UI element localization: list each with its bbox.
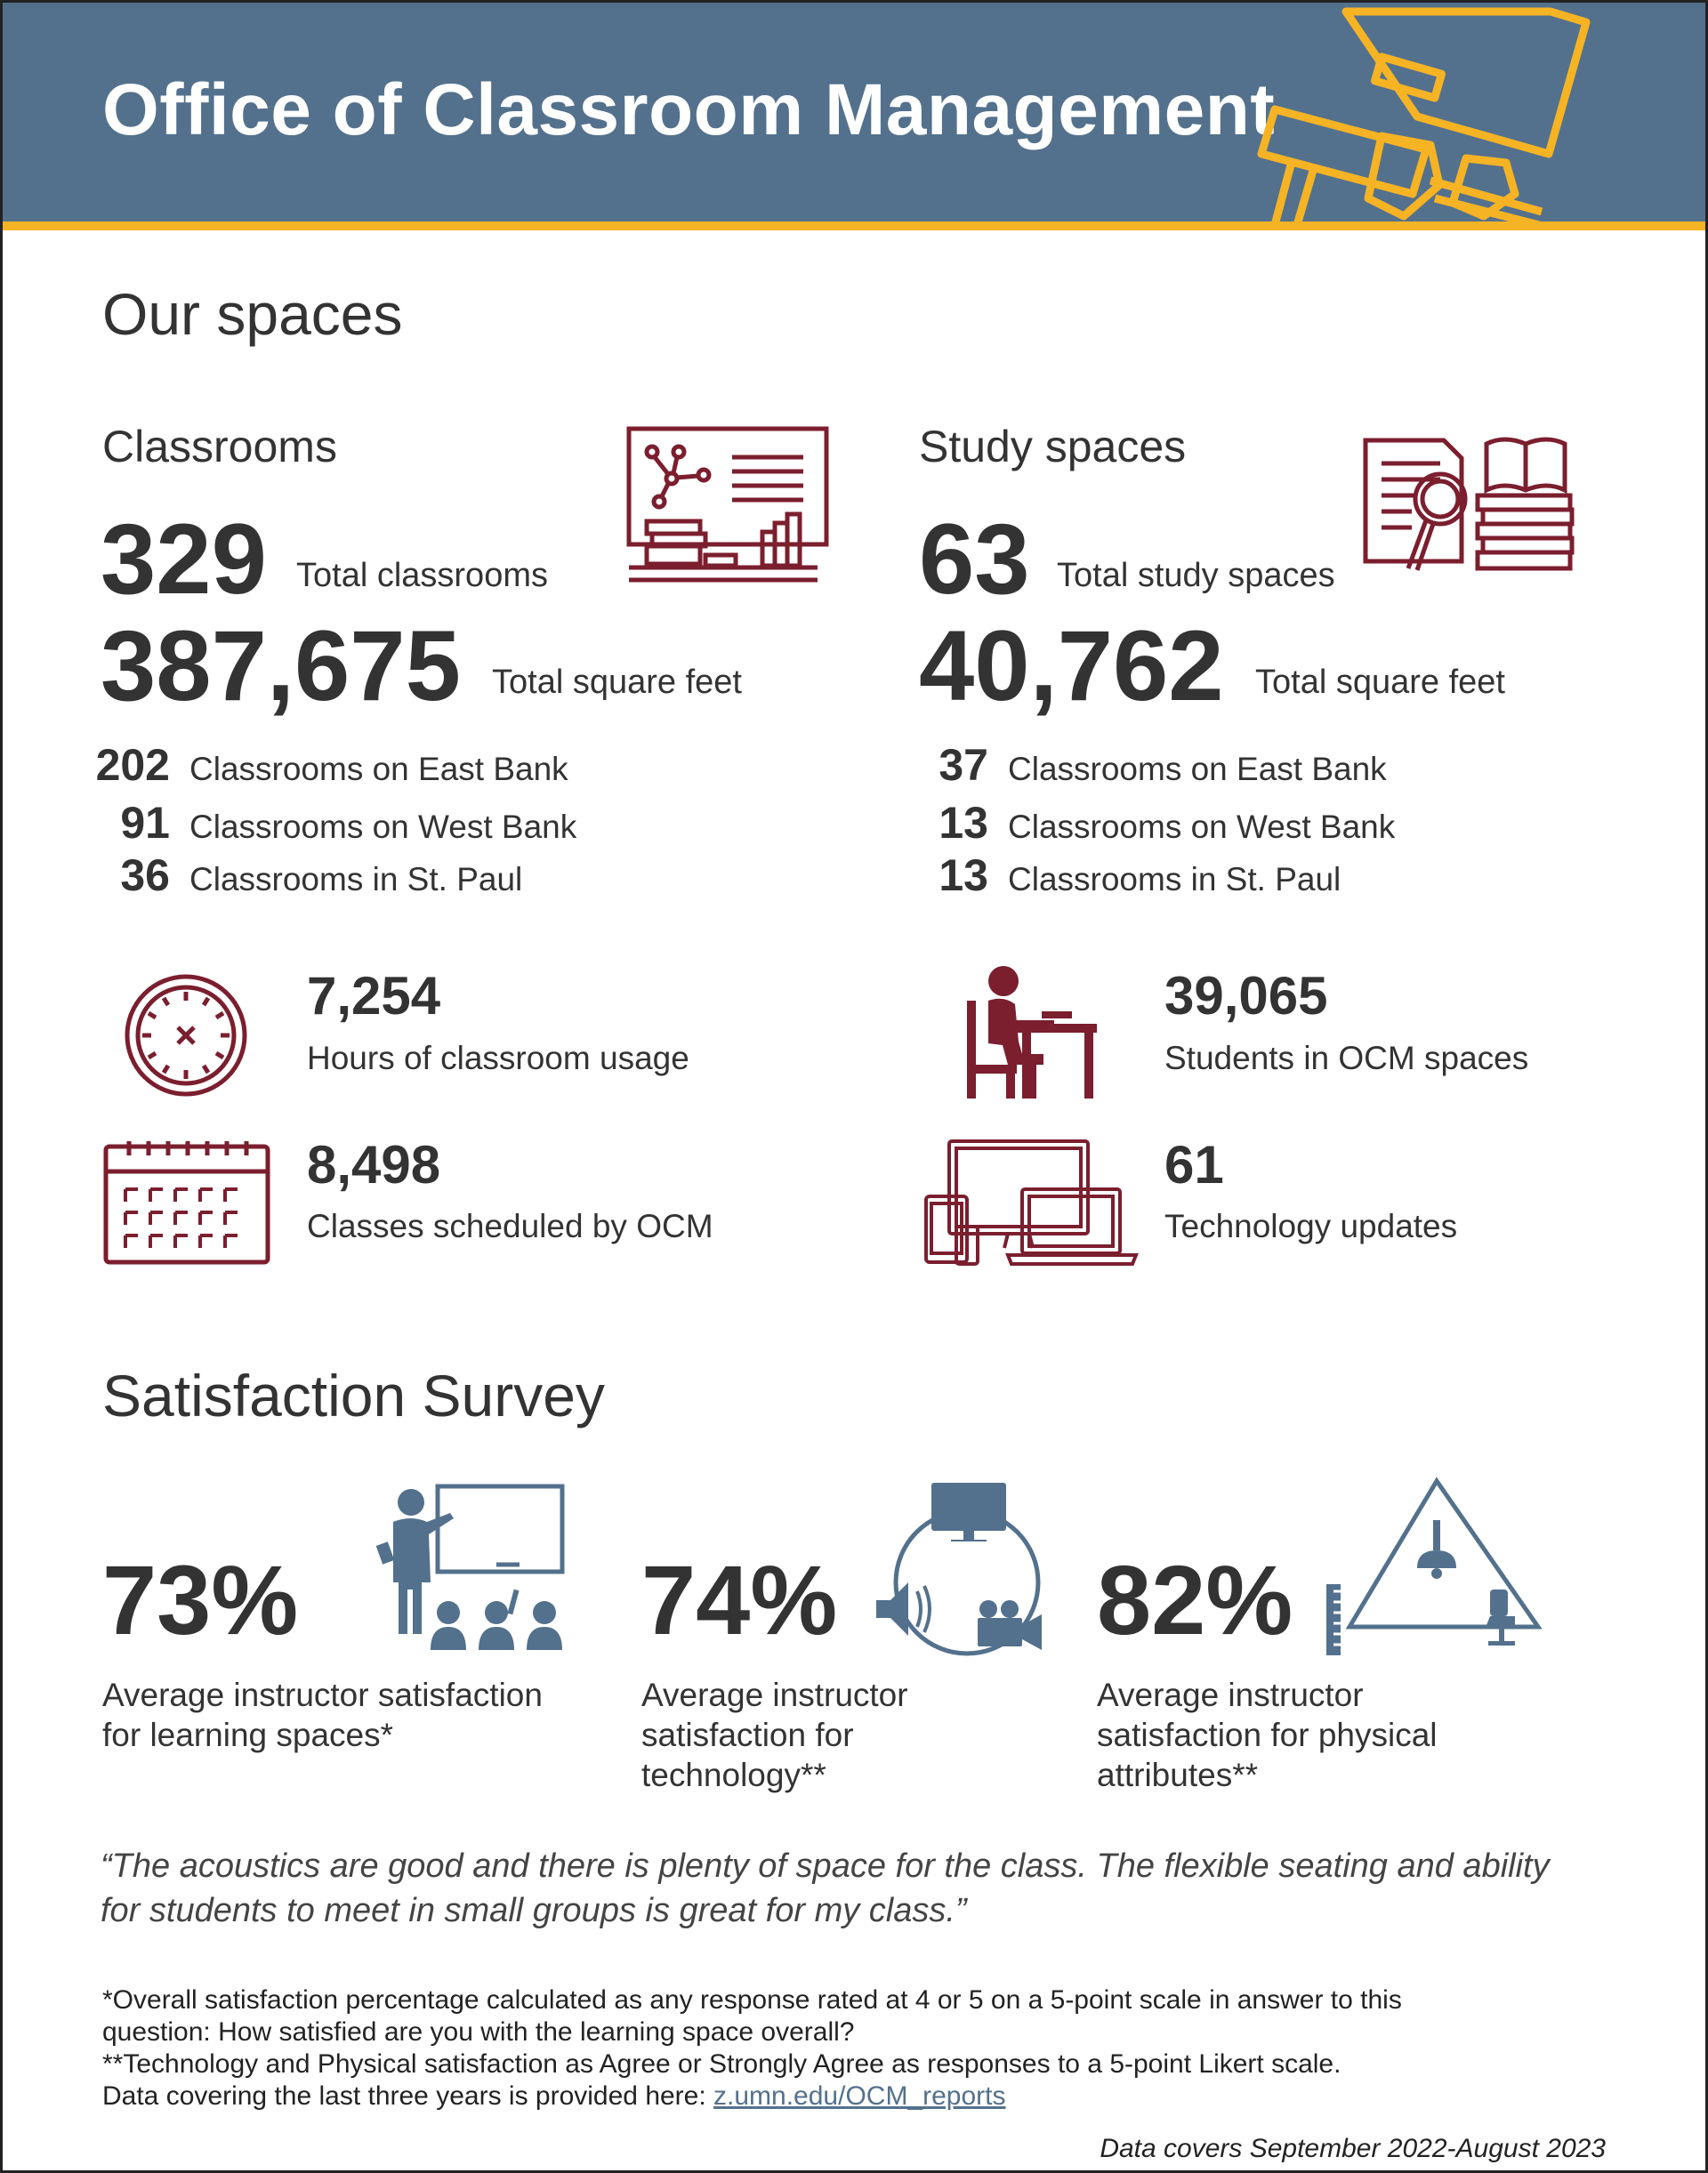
page-title: Office of Classroom Management <box>102 69 1276 150</box>
reports-link[interactable]: z.umn.edu/OCM_reports <box>713 2081 1006 2111</box>
classroom-desk-icon <box>1248 3 1622 227</box>
breakdown-label: Classrooms on East Bank <box>189 751 568 787</box>
students-label: Students in OCM spaces <box>1164 1040 1529 1076</box>
classes-scheduled-number: 8,498 <box>307 1135 441 1195</box>
footnote-line <box>102 2080 1615 2113</box>
physical-label <box>1097 1675 1438 1795</box>
technology-label <box>641 1675 908 1795</box>
label-line: Average instructor <box>1097 1677 1364 1713</box>
breakdown-number: 202 <box>95 740 170 790</box>
breakdown-label: Classrooms on East Bank <box>1008 751 1387 787</box>
student-desk-icon <box>963 965 1097 1100</box>
section-title-our-spaces: Our spaces <box>102 281 403 347</box>
study-breakdown-row <box>901 739 1387 791</box>
study-breakdown-row <box>901 797 1395 849</box>
learning-spaces-label <box>102 1675 543 1755</box>
students-number: 39,065 <box>1164 966 1328 1026</box>
label-line: satisfaction for <box>641 1717 854 1753</box>
classrooms-total-label: Total classrooms <box>296 557 548 594</box>
breakdown-number: 13 <box>939 850 988 900</box>
study-total-number: 63 <box>919 503 1030 615</box>
breakdown-label: Classrooms in St. Paul <box>1008 861 1341 897</box>
classrooms-title: Classrooms <box>102 422 337 471</box>
breakdown-number: 36 <box>120 850 170 900</box>
whiteboard-icon <box>625 425 830 583</box>
physical-space-icon <box>1325 1476 1556 1659</box>
devices-icon <box>922 1138 1141 1266</box>
classrooms-breakdown-row <box>83 739 568 791</box>
footnote-link-prefix: Data covering the last three years is provided here: <box>102 2081 714 2111</box>
hours-usage-number: 7,254 <box>307 966 441 1026</box>
study-breakdown-row <box>901 849 1341 901</box>
classrooms-breakdown-row <box>83 849 522 901</box>
label-line: technology** <box>641 1757 826 1793</box>
footnote-line: *Overall satisfaction percentage calculated as any response rated at 4 or 5 on a 5-point scale in answer to this <box>102 1985 1402 2015</box>
breakdown-number: 37 <box>939 740 988 790</box>
footnotes <box>102 1984 1615 2113</box>
instructor-quote <box>101 1844 1613 1933</box>
label-line: for learning spaces* <box>102 1717 394 1753</box>
classes-scheduled-label: Classes scheduled by OCM <box>307 1208 713 1244</box>
technology-percent: 74% <box>641 1546 838 1655</box>
tech-updates-number: 61 <box>1164 1135 1224 1195</box>
section-title-survey: Satisfaction Survey <box>102 1363 605 1429</box>
study-sqft-label: Total square feet <box>1255 664 1505 701</box>
hours-usage-label: Hours of classroom usage <box>307 1040 689 1076</box>
breakdown-number: 13 <box>939 798 988 848</box>
study-spaces-title: Study spaces <box>919 422 1187 471</box>
breakdown-number: 91 <box>120 798 170 848</box>
footnote-line: **Technology and Physical satisfaction as Agree or Strongly Agree as responses to a 5-point Likert scale. <box>102 2049 1341 2079</box>
tech-updates-label: Technology updates <box>1164 1208 1458 1244</box>
breakdown-label: Classrooms on West Bank <box>189 809 577 845</box>
label-line: Average instructor satisfaction <box>102 1677 543 1713</box>
breakdown-label: Classrooms on West Bank <box>1008 809 1396 845</box>
classrooms-breakdown-row <box>83 797 576 849</box>
classrooms-total-number: 329 <box>101 503 267 615</box>
data-coverage-note: Data covers September 2022-August 2023 <box>1100 2134 1606 2163</box>
label-line: Average instructor <box>641 1677 908 1713</box>
av-technology-icon <box>873 1479 1068 1657</box>
label-line: satisfaction for physical <box>1097 1717 1438 1753</box>
classrooms-sqft-label: Total square feet <box>492 664 742 701</box>
clock-icon <box>123 972 249 1099</box>
study-sqft-number: 40,762 <box>919 610 1224 721</box>
breakdown-label: Classrooms in St. Paul <box>189 861 523 897</box>
instructor-class-icon <box>372 1481 576 1650</box>
physical-percent: 82% <box>1097 1546 1293 1655</box>
label-line: attributes** <box>1097 1757 1258 1793</box>
quote-line: “The acoustics are good and there is plenty of space for the class. The flexible seating and ability <box>101 1847 1550 1885</box>
footnote-line: question: How satisfied are you with the learning space overall? <box>102 2017 855 2047</box>
classrooms-sqft-number: 387,675 <box>101 610 461 721</box>
study-total-label: Total study spaces <box>1057 557 1335 594</box>
quote-line: for students to meet in small groups is great for my class.” <box>101 1892 967 1929</box>
calendar-icon <box>102 1139 271 1266</box>
learning-spaces-percent: 73% <box>102 1546 299 1655</box>
research-books-icon <box>1362 428 1575 574</box>
